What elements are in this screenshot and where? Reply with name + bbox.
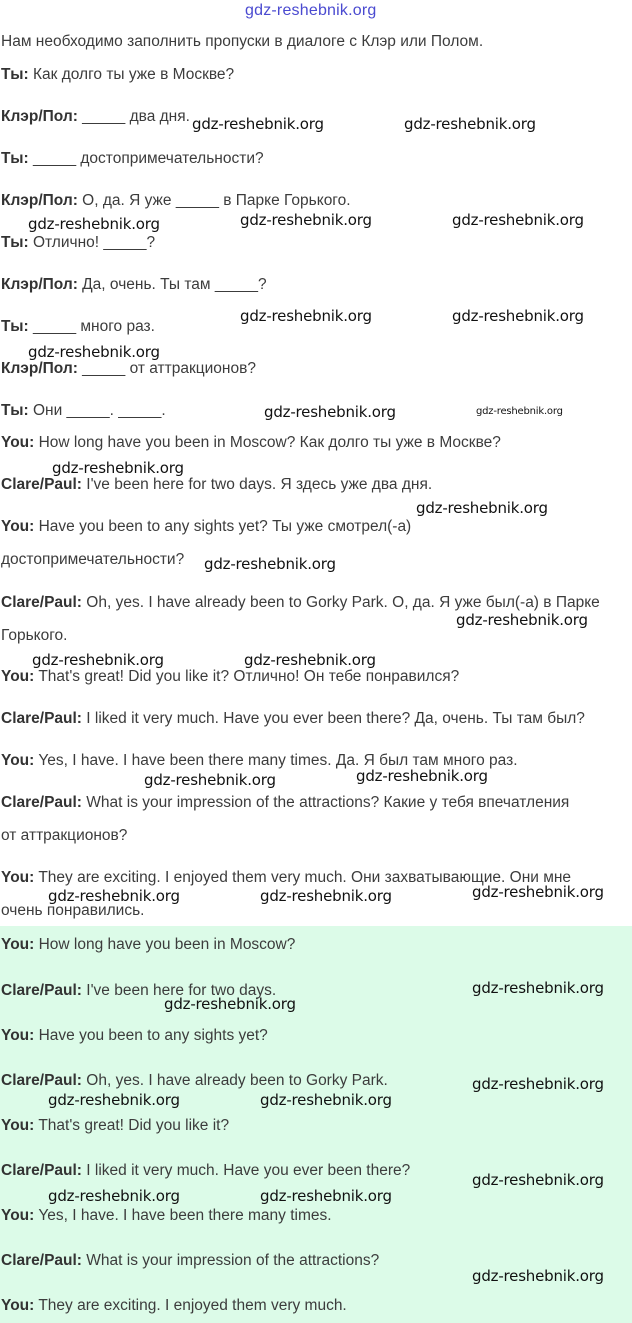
watermark-text: gdz-reshebnik.org [28, 215, 160, 233]
english-line [1, 936, 295, 954]
watermark-text: gdz-reshebnik.org [240, 307, 372, 325]
speaker-label: You: [1, 1297, 35, 1314]
speaker-label: Clare/Paul: [1, 710, 82, 727]
line-text: Have you been to any sights yet? Ты уже смотрел(-а) [34, 518, 412, 535]
line-text: _____ достопримечательности? [28, 150, 264, 167]
line-text: That's great! Did you like it? Отлично! Он тебе понравился? [34, 668, 460, 685]
speaker-label: You: [1, 752, 35, 769]
speaker-label: Ты: [1, 402, 29, 419]
line-text: What is your impression of the attractions? Какие у тебя впечатления [81, 794, 570, 811]
line-text: I've been here for two days. [81, 982, 277, 999]
answer-line [1, 476, 432, 494]
watermark-text: gdz-reshebnik.org [144, 771, 276, 789]
line-text: от аттракционов? [1, 827, 128, 844]
english-line [1, 1297, 347, 1315]
speaker-label: Ты: [1, 66, 29, 83]
answer-line [1, 518, 411, 536]
speaker-label: Clare/Paul: [1, 1162, 82, 1179]
speaker-label: Clare/Paul: [1, 794, 82, 811]
watermark-text: gdz-reshebnik.org [48, 1187, 180, 1205]
answer-line [1, 794, 569, 812]
line-text: Как долго ты уже в Москве? [28, 66, 235, 83]
speaker-label: You: [1, 1027, 35, 1044]
site-title[interactable]: gdz-reshebnik.org [245, 2, 377, 19]
line-text: What is your impression of the attractions? [81, 1252, 380, 1269]
line-text: They are exciting. I enjoyed them very much. Они захватывающие. Они мне [34, 869, 572, 886]
line-text: I liked it very much. Have you ever been there? Да, очень. Ты там был? [81, 710, 585, 727]
english-line [1, 1207, 332, 1225]
speaker-label: Clare/Paul: [1, 476, 82, 493]
watermark-text: gdz-reshebnik.org [472, 1171, 604, 1189]
watermark-text: gdz-reshebnik.org [472, 883, 604, 901]
answer-line [1, 627, 68, 645]
answer-line [1, 710, 585, 728]
task-line [1, 150, 264, 168]
speaker-label: You: [1, 936, 35, 953]
speaker-label: Ты: [1, 318, 29, 335]
line-text: Горького. [1, 627, 68, 644]
watermark-text: gdz-reshebnik.org [264, 403, 396, 421]
line-text: I've been here for two days. Я здесь уже два дня. [81, 476, 433, 493]
line-text: очень понравились. [1, 902, 145, 919]
watermark-text: gdz-reshebnik.org [416, 499, 548, 517]
line-text: О, да. Я уже _____ в Парке Горького. [77, 192, 351, 209]
watermark-text: gdz-reshebnik.org [48, 887, 180, 905]
speaker-label: You: [1, 434, 35, 451]
watermark-text: gdz-reshebnik.org [204, 555, 336, 573]
task-line [1, 234, 155, 252]
task-line [1, 66, 234, 84]
task-line [1, 192, 351, 210]
speaker-label: You: [1, 1207, 35, 1224]
watermark-text: gdz-reshebnik.org [28, 343, 160, 361]
english-line [1, 1027, 268, 1045]
task-line [1, 318, 155, 336]
line-text: I liked it very much. Have you ever been there? [81, 1162, 411, 1179]
line-text: _____ два дня. [77, 108, 190, 125]
speaker-label: Клэр/Пол: [1, 108, 78, 125]
answer-line [1, 434, 501, 452]
speaker-label: Ты: [1, 234, 29, 251]
line-text: How long have you been in Moscow? Как долго ты уже в Москве? [34, 434, 501, 451]
speaker-label: You: [1, 518, 35, 535]
answer-line [1, 668, 459, 686]
line-text: _____ от аттракционов? [77, 360, 256, 377]
speaker-label: You: [1, 1117, 35, 1134]
line-text: That's great! Did you like it? [34, 1117, 230, 1134]
task-line [1, 360, 256, 378]
watermark-text: gdz-reshebnik.org [452, 307, 584, 325]
watermark-text: gdz-reshebnik.org [456, 611, 588, 629]
watermark-text: gdz-reshebnik.org [472, 1075, 604, 1093]
speaker-label: Clare/Paul: [1, 1072, 82, 1089]
watermark-text: gdz-reshebnik.org [472, 1267, 604, 1285]
task-intro: Нам необходимо заполнить пропуски в диалоге с Клэр или Полом. [1, 33, 484, 50]
task-line [1, 402, 166, 420]
speaker-label: You: [1, 869, 35, 886]
watermark-text: gdz-reshebnik.org [404, 115, 536, 133]
watermark-text: gdz-reshebnik.org [192, 115, 324, 133]
watermark-text: gdz-reshebnik.org [52, 459, 184, 477]
line-text: Oh, yes. I have already been to Gorky Park. [81, 1072, 388, 1089]
watermark-text: gdz-reshebnik.org [240, 211, 372, 229]
speaker-label: Клэр/Пол: [1, 276, 78, 293]
speaker-label: Clare/Paul: [1, 1252, 82, 1269]
watermark-text: gdz-reshebnik.org [48, 1091, 180, 1109]
speaker-label: You: [1, 668, 35, 685]
watermark-text: gdz-reshebnik.org [244, 651, 376, 669]
watermark-text: gdz-reshebnik.org [260, 887, 392, 905]
watermark-text: gdz-reshebnik.org [476, 406, 563, 417]
watermark-text: gdz-reshebnik.org [452, 211, 584, 229]
line-text: Да, очень. Ты там _____? [77, 276, 267, 293]
line-text: How long have you been in Moscow? [34, 936, 296, 953]
line-text: Yes, I have. I have been there many times. [34, 1207, 332, 1224]
watermark-text: gdz-reshebnik.org [260, 1187, 392, 1205]
line-text: Oh, yes. I have already been to Gorky Park. О, да. Я уже был(-а) в Парке [81, 594, 600, 611]
watermark-text: gdz-reshebnik.org [32, 651, 164, 669]
speaker-label: Клэр/Пол: [1, 360, 78, 377]
english-line [1, 1252, 379, 1270]
watermark-text: gdz-reshebnik.org [472, 979, 604, 997]
speaker-label: Клэр/Пол: [1, 192, 78, 209]
answer-line [1, 551, 184, 569]
line-text: Yes, I have. I have been there many times. Да. Я был там много раз. [34, 752, 518, 769]
line-text: They are exciting. I enjoyed them very much. [34, 1297, 347, 1314]
task-line [1, 276, 267, 294]
watermark-text: gdz-reshebnik.org [356, 767, 488, 785]
line-text: Они _____. _____. [28, 402, 166, 419]
english-line [1, 1072, 388, 1090]
speaker-label: Clare/Paul: [1, 594, 82, 611]
speaker-label: Ты: [1, 150, 29, 167]
english-line [1, 1162, 410, 1180]
line-text: Отлично! _____? [28, 234, 156, 251]
line-text: достопримечательности? [1, 551, 185, 568]
english-line [1, 1117, 229, 1135]
line-text: _____ много раз. [28, 318, 155, 335]
line-text: Have you been to any sights yet? [34, 1027, 268, 1044]
answer-line [1, 827, 127, 845]
task-line [1, 108, 190, 126]
watermark-text: gdz-reshebnik.org [260, 1091, 392, 1109]
answer-line [1, 594, 600, 612]
speaker-label: Clare/Paul: [1, 982, 82, 999]
watermark-text: gdz-reshebnik.org [164, 995, 296, 1013]
